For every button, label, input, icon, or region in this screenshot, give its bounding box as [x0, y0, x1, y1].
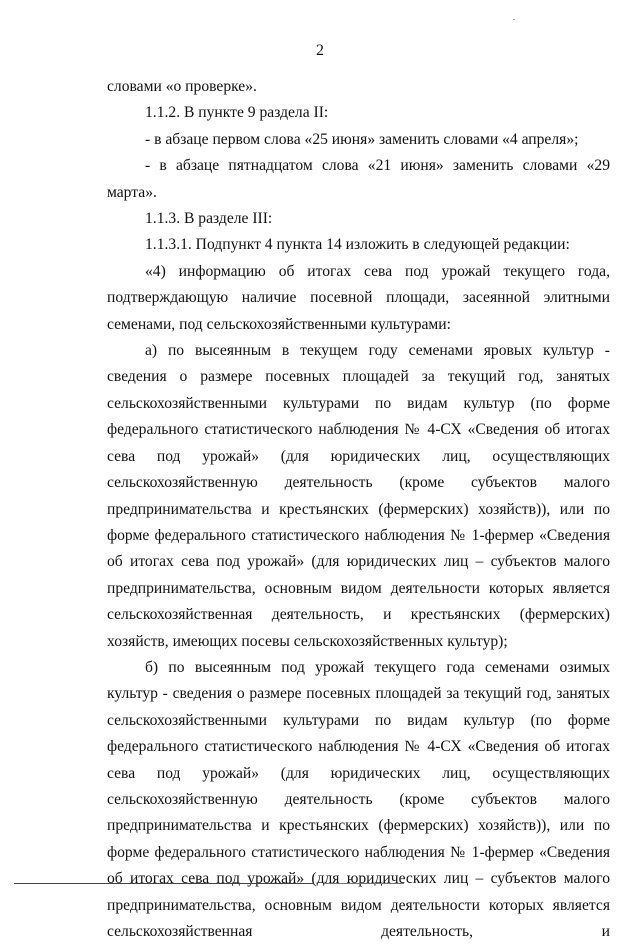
paragraph-1-1-3-1: 1.1.3.1. Подпункт 4 пункта 14 изложить в следующей редакции: — [145, 236, 570, 254]
paragraph-item-a: а) по высеянным в текущем году семенами яровых культур - сведения о размере посевных площадей за текущий год, занятых сельскохозяйственными культурами по видам культур (по форме федерального статистического наблюдения № 4-СХ «Сведения об итогах сева под урожай» (для юридических лиц, осуществляющих сельскохозяйственную деятельность (кроме субъектов малого предпринимательства и крестьянских (фермерских) хозяйств)), или по форме федерального статистического наблюдения № 1-фермер «Сведения об итогах сева под урожай» (для юридических лиц – субъектов малого предпринимательства, основным видом деятельности которых является сельскохозяйственная деятельность, и крестьянских (фермерских) хозяйств, имеющих посевы сельскохозяйственных культур); — [107, 342, 610, 650]
paragraph-dash-fifteenth-abzac: - в абзаце пятнадцатом слова «21 июня» заменить словами «29 марта». — [107, 157, 610, 201]
bottom-rule-secondary — [324, 883, 404, 884]
document-body — [107, 74, 610, 945]
paragraph-item-b: б) по высеянным под урожай текущего года семенами озимых культур - сведения о размере посевных площадей за текущий год, занятых сельскохозяйственными культурами по видам культур (по форме федерального статистического наблюдения № 4-СХ «Сведения об итогах сева под урожай» (для юридических лиц, осуществляющих сельскохозяйственную деятельность (кроме субъектов малого предпринимательства и крестьянских (фермерских) хозяйств)), или по форме федерального статистического наблюдения № 1-фермер «Сведения об итогах сева под урожай» (для юридических лиц – субъектов малого предпринимательства, основным видом деятельности которых является сельскохозяйственная деятельность, и — [107, 658, 610, 940]
paragraph-continuation: словами «о проверке». — [107, 78, 257, 95]
paragraph-1-1-3: 1.1.3. В разделе III: — [145, 210, 273, 228]
scan-speck — [513, 19, 515, 20]
paragraph-subitem-4: «4) информацию об итогах сева под урожай текущего года, подтверждающую наличие посевной площади, засеянной элитными семенами, под сельскохозяйственными культурами: — [107, 262, 610, 333]
bottom-rule — [14, 883, 314, 884]
paragraph-1-1-2: 1.1.2. В пункте 9 раздела II: — [145, 104, 329, 122]
paragraph-dash-first-abzac: - в абзаце первом слова «25 июня» заменить словами «4 апреля»; — [145, 130, 579, 148]
page-number: 2 — [316, 42, 324, 59]
